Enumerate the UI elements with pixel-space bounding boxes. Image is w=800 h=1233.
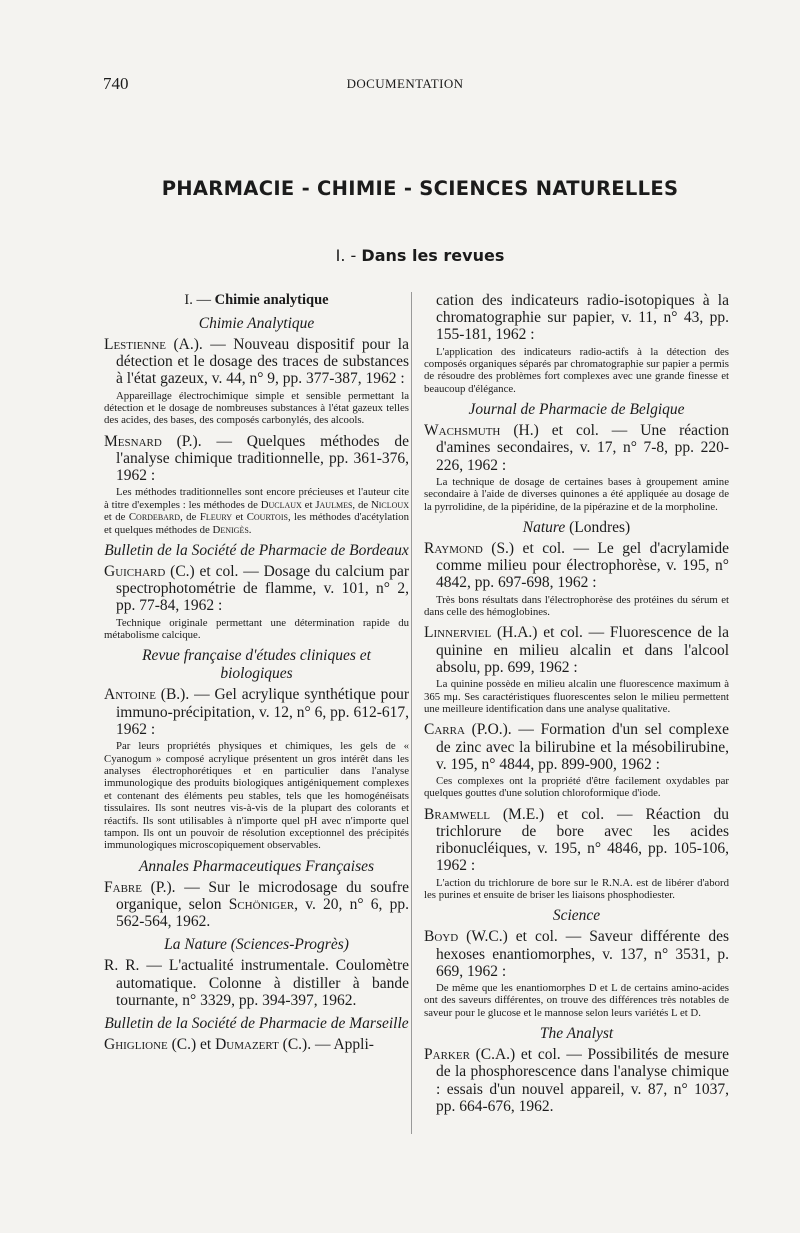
- abstract-text: .: [248, 523, 252, 536]
- journal-place: (Londres): [565, 519, 631, 537]
- entry-authors: Dumazert (C.).: [215, 1035, 312, 1053]
- cited-name: Schöniger: [228, 895, 295, 913]
- entry-authors: Bramwell (M.E.): [424, 805, 545, 823]
- entry-reference: [104, 1036, 409, 1053]
- entry-ref-text: , v. 20, n° 6, pp. 562-564, 1962.: [116, 895, 409, 931]
- entry-abstract: De même que les enantiomorphes D et L de certains amino-acides ont des saveurs différentes, on trouve des différences très notables de saveur pour le glucose et le mannose selon leurs variétés L et D.: [424, 981, 729, 1019]
- entry-ref-text: et col. — Possibilités de mesure de la phosphorescence dans l'analyse chimique : essais d'un nouvel appareil, v. 87, n° 1037, pp. 664-676, 1962.: [436, 1046, 729, 1115]
- abstract-text: et: [232, 511, 247, 524]
- journal-title: Journal de Pharmacie de Belgique: [468, 401, 685, 419]
- entry-reference: [104, 336, 409, 388]
- entry-ref-text: et col. — Saveur différente des hexoses enantiomorphes, v. 137, n° 3531, p. 669, 1962 :: [436, 928, 729, 980]
- entry-abstract: La quinine possède en milieu alcalin une fluorescence maximum à 365 mμ. Ses caractéristiques fluorescentes selon le milieu permettent une meilleure identification dans une analyse qualitative.: [424, 678, 729, 715]
- page-title: PHARMACIE - CHIMIE - SCIENCES NATURELLES: [161, 177, 679, 200]
- entry-reference: [424, 624, 729, 676]
- entry-authors: Fabre (P.).: [104, 878, 176, 896]
- journal-title: The Analyst: [539, 1025, 614, 1043]
- subtitle-prefix: I. -: [335, 246, 362, 265]
- cited-name: Duclaux: [260, 498, 302, 511]
- section-subtitle: [0, 246, 800, 265]
- entry-authors: R. R.: [104, 957, 140, 975]
- entry-abstract: [104, 486, 409, 536]
- page-number: 740: [103, 74, 129, 93]
- entry-ref-text: — Sur le microdosage du soufre organique, selon: [116, 878, 409, 913]
- entry-authors: Lestienne (A.).: [104, 336, 203, 353]
- entry-ref-text: et: [196, 1035, 216, 1053]
- abstract-text: , les méthodes d'acétylation et quelques méthodes de: [104, 511, 409, 536]
- entry-authors: Carra (P.O.).: [424, 721, 512, 739]
- cited-name: Courtois: [246, 511, 288, 524]
- entry-ref-text: — Nouveau dispositif pour la détection et le dosage des traces de substances à l'état gazeux, v. 44, n° 9, pp. 377-387, 1962 :: [116, 336, 409, 388]
- entry-reference: [424, 721, 729, 773]
- journal-title: Revue française d'études cliniques et biologiques: [142, 647, 371, 683]
- subtitle-text: Dans les revues: [361, 246, 505, 265]
- cited-name: Fleury: [199, 511, 233, 524]
- abstract-text: Les méthodes traditionnelles sont encore précieuses et l'auteur cite à titre d'exemples : les méthodes de: [104, 486, 409, 511]
- entry-reference: [424, 806, 729, 875]
- entry-abstract: Technique originale permettant une détermination rapide du métabolisme calcique.: [104, 616, 409, 642]
- entry-abstract: Très bons résultats dans l'électrophorèse des protéines du sérum et dans celle des hémoglobines.: [424, 593, 729, 619]
- entry-abstract: Appareillage électrochimique simple et sensible permettant la détection et le dosage de nombreuses substances à l'état gazeux telles des acides, des bases, des composés carbonylés, des alcools.: [104, 389, 409, 427]
- entry-authors: Mesnard (P.).: [104, 432, 202, 450]
- abstract-text: et: [301, 498, 316, 511]
- entry-authors: Antoine (B.).: [104, 686, 190, 704]
- abstract-text: , de: [352, 498, 371, 511]
- section-heading: [104, 292, 409, 309]
- entry-authors: Parker (C.A.): [424, 1046, 516, 1064]
- entry-authors: Wachsmuth (H.): [424, 422, 539, 440]
- entry-reference: [424, 540, 729, 592]
- entry-ref-text: et col. — Le gel d'acrylamide comme milieu pour électrophorèse, v. 195, n° 4842, pp. 697-698, 1962 :: [436, 540, 729, 592]
- running-title: DOCUMENTATION: [346, 76, 464, 91]
- entry-reference: [424, 422, 729, 474]
- journal-title: Bulletin de la Société de Pharmacie de Marseille: [104, 1014, 409, 1032]
- entry-ref-text: — Appli-: [311, 1035, 374, 1053]
- entry-authors: Boyd (W.C.): [424, 928, 508, 946]
- entry-abstract: Par leurs propriétés physiques et chimiques, les gels de « Cyanogum » composé acrylique présentent un gros intérêt dans les analyses électrophorétiques et en particulier dans l'analyse immunologique des produits biologiques antigéniquement complexes et contenant des éléments peu stables, tels que les homogénéisats tissulaires. Ils sont neutres vis-à-vis de la plupart des colorants et réactifs. Ils sont utilisables à n'importe quel pH avec n'importe quel tampon. Ils ont un pouvoir de résolution exceptionnel des précipités immunologiques microscopiquement observables.: [104, 740, 409, 852]
- entry-reference: [104, 879, 409, 931]
- entry-ref-text: — Quelques méthodes de l'analyse chimique traditionnelle, pp. 361-376, 1962 :: [116, 432, 410, 485]
- entry-reference: [424, 928, 729, 980]
- left-column: [104, 292, 409, 1053]
- journal-title: La Nature (Sciences-Progrès): [164, 936, 349, 954]
- entry-authors: Linnerviel (H.A.): [424, 624, 538, 642]
- section-title: Chimie analytique: [214, 292, 329, 308]
- abstract-text: et de: [104, 511, 129, 524]
- entry-reference: [104, 957, 409, 1009]
- cited-name: Denigès: [212, 523, 249, 536]
- right-column: [424, 292, 729, 1115]
- entry-ref-text: — Gel acrylique synthétique pour immuno-précipitation, v. 12, n° 6, pp. 612-617, 1962 :: [116, 686, 409, 738]
- entry-ref-text: — Formation d'un sel complexe de zinc avec la bilirubine et la mésobilirubine, v. 195, n° 4844, pp. 899-900, 1962 :: [436, 721, 729, 773]
- cited-name: Cordebard: [128, 511, 181, 524]
- entry-reference: [104, 563, 409, 615]
- entry-authors: Ghiglione (C.): [104, 1035, 197, 1053]
- journal-title: Chimie Analytique: [198, 315, 315, 332]
- entry-ref-text: et col. — Fluorescence de la quinine en milieu alcalin et dans l'alcool absolu, pp. 699, 1962 :: [436, 624, 729, 676]
- column-divider: [411, 292, 412, 1134]
- entry-abstract: L'action du trichlorure de bore sur le R.N.A. est de libérer d'abord les purines et ensuite de briser les liaisons phosphodiester.: [424, 876, 729, 901]
- entry-ref-text: — L'actualité instrumentale. Coulomètre automatique. Colonne à distiller à bande tournante, n° 3329, pp. 394-397, 1962.: [116, 957, 409, 1009]
- entry-reference: [424, 1046, 729, 1115]
- entry-abstract: La technique de dosage de certaines bases à groupement amine secondaire à l'aide de diverses quinones a été appliquée au dosage de la pyrrolidine, de la pipéridine, de la pipérazine et de la morpholine.: [424, 475, 729, 513]
- entry-reference: [104, 686, 409, 738]
- entry-ref-text: et col. — Réaction du trichlorure de bore avec les acides ribonucléiques, v. 195, n° 4846, pp. 105-106, 1962 :: [436, 805, 730, 875]
- entry-ref-text: et col. — Dosage du calcium par spectrophotométrie de flamme, v. 101, n° 2, pp. 77-84, 1962 :: [116, 563, 409, 615]
- cited-name: Jaulmes: [315, 498, 353, 511]
- entry-abstract: L'application des indicateurs radio-actifs à la détection des composés organiques séparés par chromatographie sur papier a permis de résoudre des problèmes fort complexes avec une grande finesse et beaucoup d'élégance.: [424, 345, 729, 395]
- journal-title: [424, 519, 729, 537]
- abstract-text: , de: [180, 511, 200, 524]
- cited-name: Nicloux: [370, 498, 409, 511]
- page-header: [0, 74, 800, 96]
- entry-authors: Guichard (C.): [104, 563, 195, 581]
- entry-ref-text: et col. — Une réaction d'amines secondaires, v. 17, n° 7-8, pp. 220-226, 1962 :: [436, 422, 729, 474]
- entry-reference-continued: cation des indicateurs radio-isotopiques à la chromatographie sur papier, v. 11, n° 43, pp. 155-181, 1962 :: [436, 292, 729, 344]
- journal-title: Bulletin de la Société de Pharmacie de Bordeaux: [104, 542, 409, 560]
- section-number: I. —: [184, 292, 215, 308]
- entry-authors: Raymond (S.): [424, 540, 515, 558]
- journal-title: Science: [552, 907, 601, 925]
- journal-name: Nature: [522, 519, 566, 537]
- entry-reference: [104, 433, 409, 485]
- journal-title: Annales Pharmaceutiques Françaises: [138, 857, 375, 875]
- entry-abstract: Ces complexes ont la propriété d'être facilement oxydables par quelques gouttes d'une solution chloroformique d'iode.: [424, 774, 729, 800]
